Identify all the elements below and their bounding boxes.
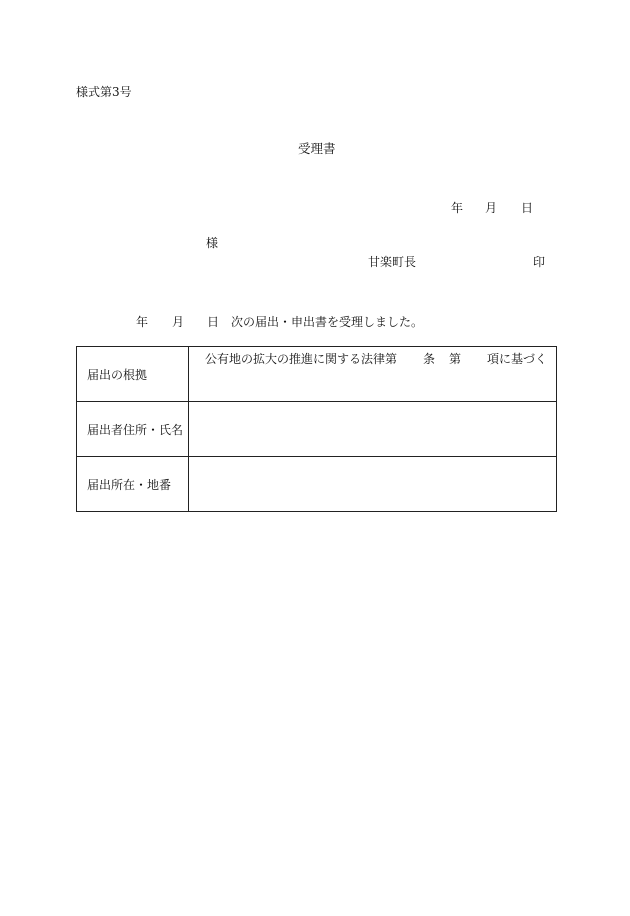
- basis-paragraph: 第: [449, 352, 462, 366]
- date-day-label: 日: [521, 201, 534, 215]
- table-row: [77, 402, 557, 457]
- applicant-value: [189, 402, 557, 457]
- issuer-title: 甘楽町長: [368, 255, 417, 269]
- applicant-label: 届出者住所・氏名: [77, 402, 189, 457]
- date-year-label: 年: [451, 201, 464, 215]
- location-value: [189, 457, 557, 512]
- accept-month-label: 月: [172, 315, 185, 329]
- addressee-suffix: 様: [206, 236, 219, 250]
- accept-text: 次の届出・申出書を受理しました。: [231, 315, 424, 329]
- document-title: 受理書: [298, 141, 336, 156]
- date-month-label: 月: [485, 201, 498, 215]
- basis-law-text: 公有地の拡大の推進に関する法律第: [205, 352, 398, 366]
- seal-mark: 印: [533, 255, 546, 269]
- basis-article: 条: [423, 352, 436, 366]
- accept-day-label: 日: [207, 315, 220, 329]
- table-row: [77, 347, 557, 402]
- form-number: 様式第3号: [76, 85, 132, 99]
- basis-value: [189, 347, 557, 402]
- basis-suffix: 項に基づく: [487, 352, 548, 366]
- table-row: [77, 457, 557, 512]
- location-label: 届出所在・地番: [77, 457, 189, 512]
- receipt-table: [76, 346, 557, 512]
- basis-label: 届出の根拠: [77, 347, 189, 402]
- accept-year-label: 年: [136, 315, 149, 329]
